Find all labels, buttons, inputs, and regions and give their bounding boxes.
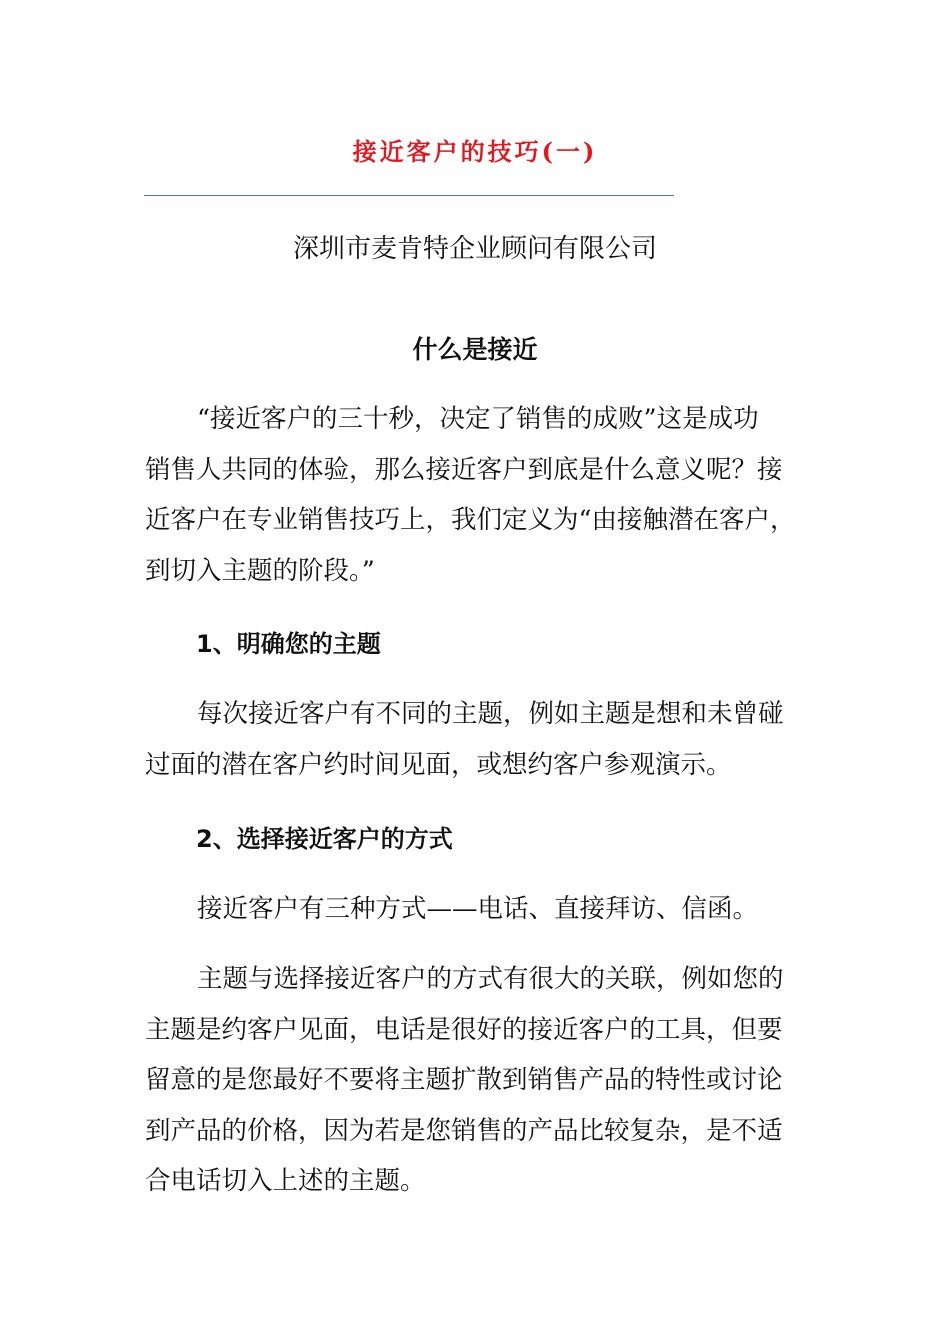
paragraph-line: 到切入主题的阶段。”: [145, 555, 375, 586]
paragraph-line: 每次接近客户有不同的主题，例如主题是想和未曾碰: [197, 699, 784, 729]
section-title: 什么是接近: [412, 335, 538, 364]
paragraph-line: 近客户在专业销售技巧上，我们定义为“由接触潜在客户，: [145, 505, 796, 535]
heading-2: 2、选择接近客户的方式: [196, 825, 453, 853]
document-title: 接近客户的技巧(一): [352, 137, 598, 166]
paragraph-line: 留意的是您最好不要将主题扩散到销售产品的特性或讨论: [145, 1065, 783, 1095]
paragraph-line: 接近客户有三种方式——电话、直接拜访、信函。: [197, 894, 759, 924]
paragraph-methods: [145, 884, 795, 935]
paragraph-line: 合电话切入上述的主题。: [145, 1166, 426, 1196]
paragraph-theme: [145, 689, 795, 790]
paragraph-line: 过面的潜在客户约时间见面，或想约客户参观演示。: [145, 749, 732, 780]
paragraph-line: 主题与选择接近客户的方式有很大的关联，例如您的: [197, 964, 784, 994]
company-name: 深圳市麦肯特企业顾问有限公司: [292, 234, 657, 264]
paragraph-line: 主题是约客户见面，电话是很好的接近客户的工具，但要: [145, 1014, 783, 1045]
paragraph-relation: [145, 954, 795, 1207]
paragraph-line: 到产品的价格，因为若是您销售的产品比较复杂，是不适: [145, 1115, 783, 1146]
paragraph-line: “接近客户的三十秒，决定了销售的成败”这是成功: [197, 404, 759, 434]
title-divider: [144, 195, 674, 196]
heading-1: 1、明确您的主题: [196, 630, 381, 658]
paragraph-intro: [145, 394, 795, 596]
paragraph-line: 销售人共同的体验，那么接近客户到底是什么意义呢？接: [145, 454, 783, 485]
